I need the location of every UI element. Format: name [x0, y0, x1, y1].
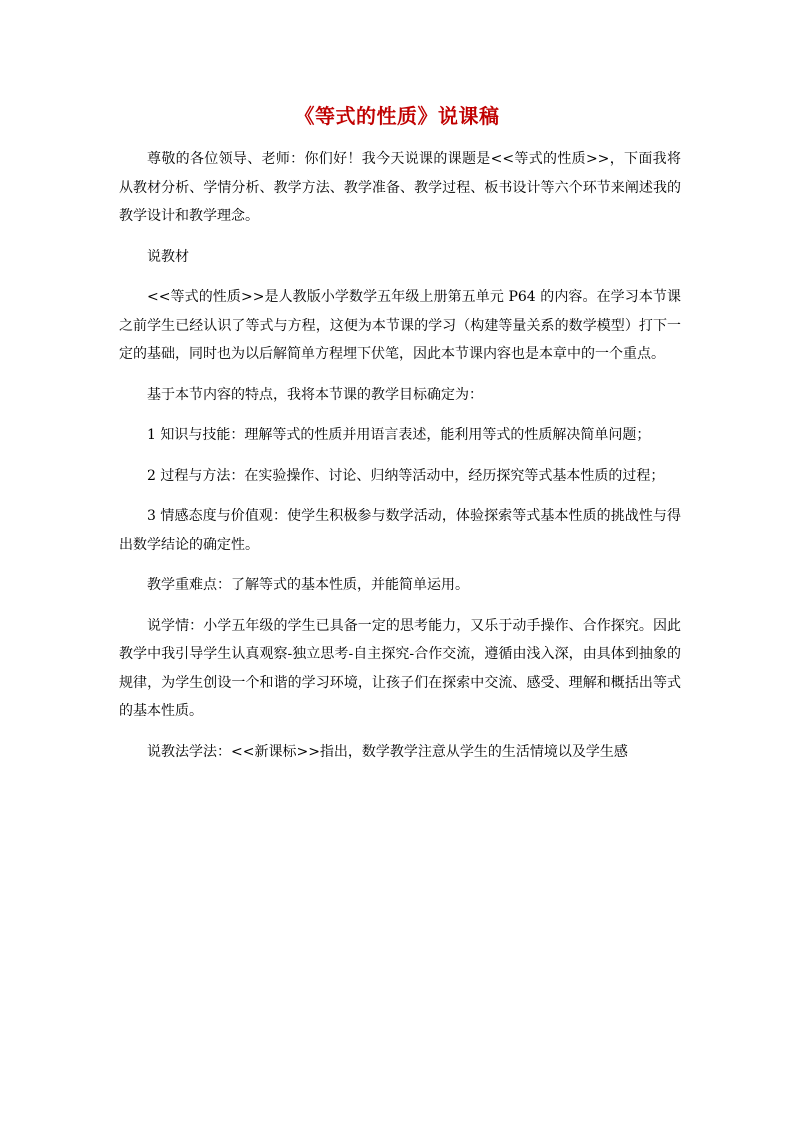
paragraph-teaching-methods: 说教法学法：<<新课标>>指出，数学教学注意从学生的生活情境以及学生感	[147, 743, 628, 760]
document-body	[119, 145, 681, 766]
paragraph-goal-attitude: 3 情感态度与价值观：使学生积极参与数学活动，体验探索等式基本性质的挑战性与得出数学结论的确定性。	[119, 508, 681, 553]
paragraph-section-heading-textbook: 说教材	[147, 248, 189, 265]
document-title: 《等式的性质》说课稿	[294, 104, 500, 128]
paragraph-student-analysis: 说学情：小学五年级的学生已具备一定的思考能力，又乐于动手操作、合作探究。因此教学中我引导学生认真观察-独立思考-自主探究-合作交流，遵循由浅入深，由具体到抽象的规律，为学生创设一个和谐的学习环境，让孩子们在探索中交流、感受、理解和概括出等式的基本性质。	[119, 617, 681, 719]
paragraph-goal-process: 2 过程与方法：在实验操作、讨论、归纳等活动中，经历探究等式基本性质的过程；	[147, 467, 665, 484]
paragraph-goals-intro: 基于本节内容的特点，我将本节课的教学目标确定为：	[147, 386, 483, 403]
paragraph-greeting: 尊敬的各位领导、老师：你们好！我今天说课的课题是<<等式的性质>>，下面我将从教材分析、学情分析、教学方法、教学准备、教学过程、板书设计等六个环节来阐述我的教学设计和教学理念。	[119, 151, 681, 224]
paragraph-goal-knowledge: 1 知识与技能：理解等式的性质并用语言表述，能利用等式的性质解决简单问题；	[147, 427, 651, 443]
paragraph-textbook-analysis: <<等式的性质>>是人教版小学数学五年级上册第五单元 P64 的内容。在学习本节课之前学生已经认识了等式与方程，这便为本节课的学习（构建等量关系的数学模型）打下一定的基础，同时也为以后解简单方程埋下伏笔，因此本节课内容也是本章中的一个重点。	[119, 289, 681, 362]
paragraph-key-points: 教学重难点：了解等式的基本性质，并能简单运用。	[147, 577, 469, 593]
